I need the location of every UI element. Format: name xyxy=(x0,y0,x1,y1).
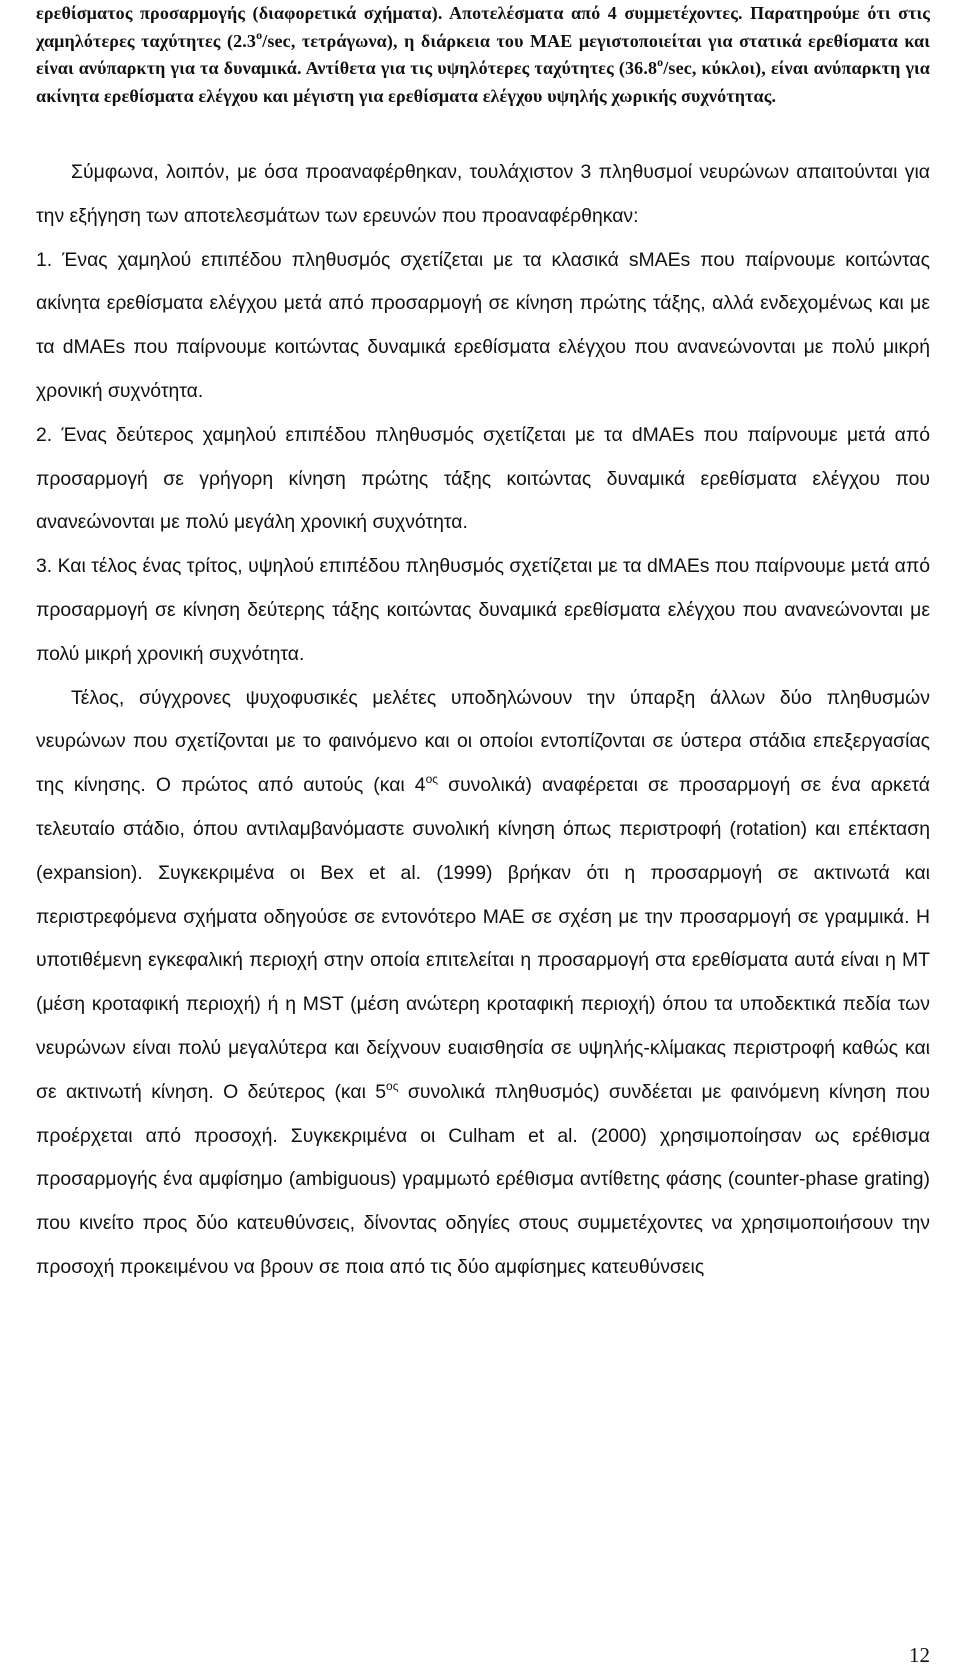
list-item-2 xyxy=(36,414,930,545)
caption-part-1: ερεθίσματος προσαρμογής (διαφορετικά σχήματα). Αποτελέσματα από 4 συμμετέχοντες. Παρατηρούμε ότι στις χαμηλότερες ταχύτητες (2.3 xyxy=(36,3,930,51)
term: dMAEs xyxy=(62,336,126,359)
list-text: που παίρνουμε μετά από προσαρμογή σε γρήγορη κίνηση πρώτης τάξης κοιτώντας δυναμικά ερεθίσματα ελέγχου που ανανεώνονται με πολύ μεγάλη χρονική συχνότητα. xyxy=(36,423,930,534)
caption-part-2: /sec, τετράγωνα), η διάρκεια του MAE μεγιστοποιείται για στατικά ερεθίσματα και είναι ανύπαρκτη για τα δυναμικά. Αντίθετα για τις υψηλότερες ταχύτητες (36.8 xyxy=(36,30,930,78)
list-number: 1. xyxy=(36,248,53,271)
list-text: Και τέλος ένας τρίτος, υψηλού επιπέδου πληθυσμός σχετίζεται με τα xyxy=(52,555,647,578)
degree-superscript: o xyxy=(256,27,263,42)
list-number: 3. xyxy=(36,555,53,578)
list-item-1 xyxy=(36,239,930,414)
closing-part-2: συνολικά) αναφέρεται σε προσαρμογή σε ένα αρκετά τελευταίο στάδιο, όπου αντιλαμβανόμαστε συνολική κίνηση όπως περιστροφή (rotation) και επέκταση (expansion). Συγκεκριμένα οι Bex et al. (1999) βρήκαν ότι η προσαρμογή σε ακτινωτά και περιστρεφόμενα σχήματα οδηγούσε σε εντονότερο MAE σε σχέση με την προσαρμογή σε γραμμικά. Η υποτιθέμενη εγκεφαλική περιοχή στην οποία επιτελείται η προσαρμογή στα ερεθίσματα αυτά είναι η MT (μέση κροταφική περιοχή) ή η MST (μέση ανώτερη κροταφική περιοχή) όπου τα υποδεκτικά πεδία των νευρώνων είναι πολύ μεγαλύτερα και δείχνουν ευαισθησία σε υψηλής-κλίμακας περιστροφή καθώς και σε ακτινωτή κίνηση. Ο δεύτερος (και 5 xyxy=(36,774,930,1103)
list-text: Ένας χαμηλού επιπέδου πληθυσμός σχετίζεται με τα κλασικά xyxy=(52,248,629,271)
list-text: που παίρνουμε μετά από προσαρμογή σε κίνηση δεύτερης τάξης κοιτώντας δυναμικά ερεθίσματα ελέγχου που ανανεώνονται με πολύ μικρή χρονική συχνότητα. xyxy=(36,555,930,665)
list-number: 2. xyxy=(36,423,53,446)
list-text: που παίρνουμε κοιτώντας ακίνητα ερεθίσματα ελέγχου μετά από προσαρμογή σε κίνηση πρώτης τάξης, αλλά ενδεχομένως και με τα xyxy=(36,248,930,359)
closing-paragraph xyxy=(36,677,930,1290)
list-item-3 xyxy=(36,545,930,676)
list-text: που παίρνουμε κοιτώντας δυναμικά ερεθίσματα ελέγχου που ανανεώνονται με πολύ μικρή χρονική συχνότητα. xyxy=(36,336,930,402)
page-number: 12 xyxy=(909,1643,930,1667)
caption-text xyxy=(36,0,930,110)
term: sMAEs xyxy=(628,248,691,271)
body-text xyxy=(36,151,930,1290)
ordinal-superscript: ος xyxy=(425,772,439,787)
figure-caption xyxy=(36,0,930,110)
intro-paragraph: Σύμφωνα, λοιπόν, με όσα προαναφέρθηκαν, τουλάχιστον 3 πληθυσμοί νευρώνων απαιτούνται για την εξήγηση των αποτελεσμάτων των ερευνών που προαναφέρθηκαν: xyxy=(36,161,930,227)
list-text: Ένας δεύτερος χαμηλού επιπέδου πληθυσμός σχετίζεται με τα xyxy=(52,423,632,446)
degree-superscript: o xyxy=(657,55,664,69)
caption-part-3: /sec, κύκλοι), είναι ανύπαρκτη για ακίνητα ερεθίσματα ελέγχου και μέγιστη για ερεθίσματα ελέγχου υψηλής χωρικής συχνότητας. xyxy=(36,58,930,106)
ordinal-superscript: ος xyxy=(386,1078,399,1093)
closing-part-1: Τέλος, σύγχρονες ψυχοφυσικές μελέτες υποδηλώνουν την ύπαρξη άλλων δύο πληθυσμών νευρώνων που σχετίζονται με το φαινόμενο και οι οποίοι εντοπίζονται σε ύστερα στάδια επεξεργασίας της κίνησης. Ο πρώτος από αυτούς (και 4 xyxy=(36,686,930,797)
term: dMAEs xyxy=(646,555,710,578)
term: dMAEs xyxy=(631,423,695,446)
closing-part-3: συνολικά πληθυσμός) συνδέεται με φαινόμενη κίνηση που προέρχεται από προσοχή. Συγκεκριμένα οι Culham et al. (2000) χρησιμοποίησαν ως ερέθισμα προσαρμογής ένα αμφίσημο (ambiguous) γραμμωτό ερέθισμα αντίθετης φάσης (counter-phase grating) που κινείτο προς δύο κατευθύνσεις, δίνοντας οδηγίες στους συμμετέχοντες να χρησιμοποιήσουν την προσοχή προκειμένου να βρουν σε ποια από τις δύο αμφίσημες κατευθύνσεις xyxy=(36,1080,930,1278)
